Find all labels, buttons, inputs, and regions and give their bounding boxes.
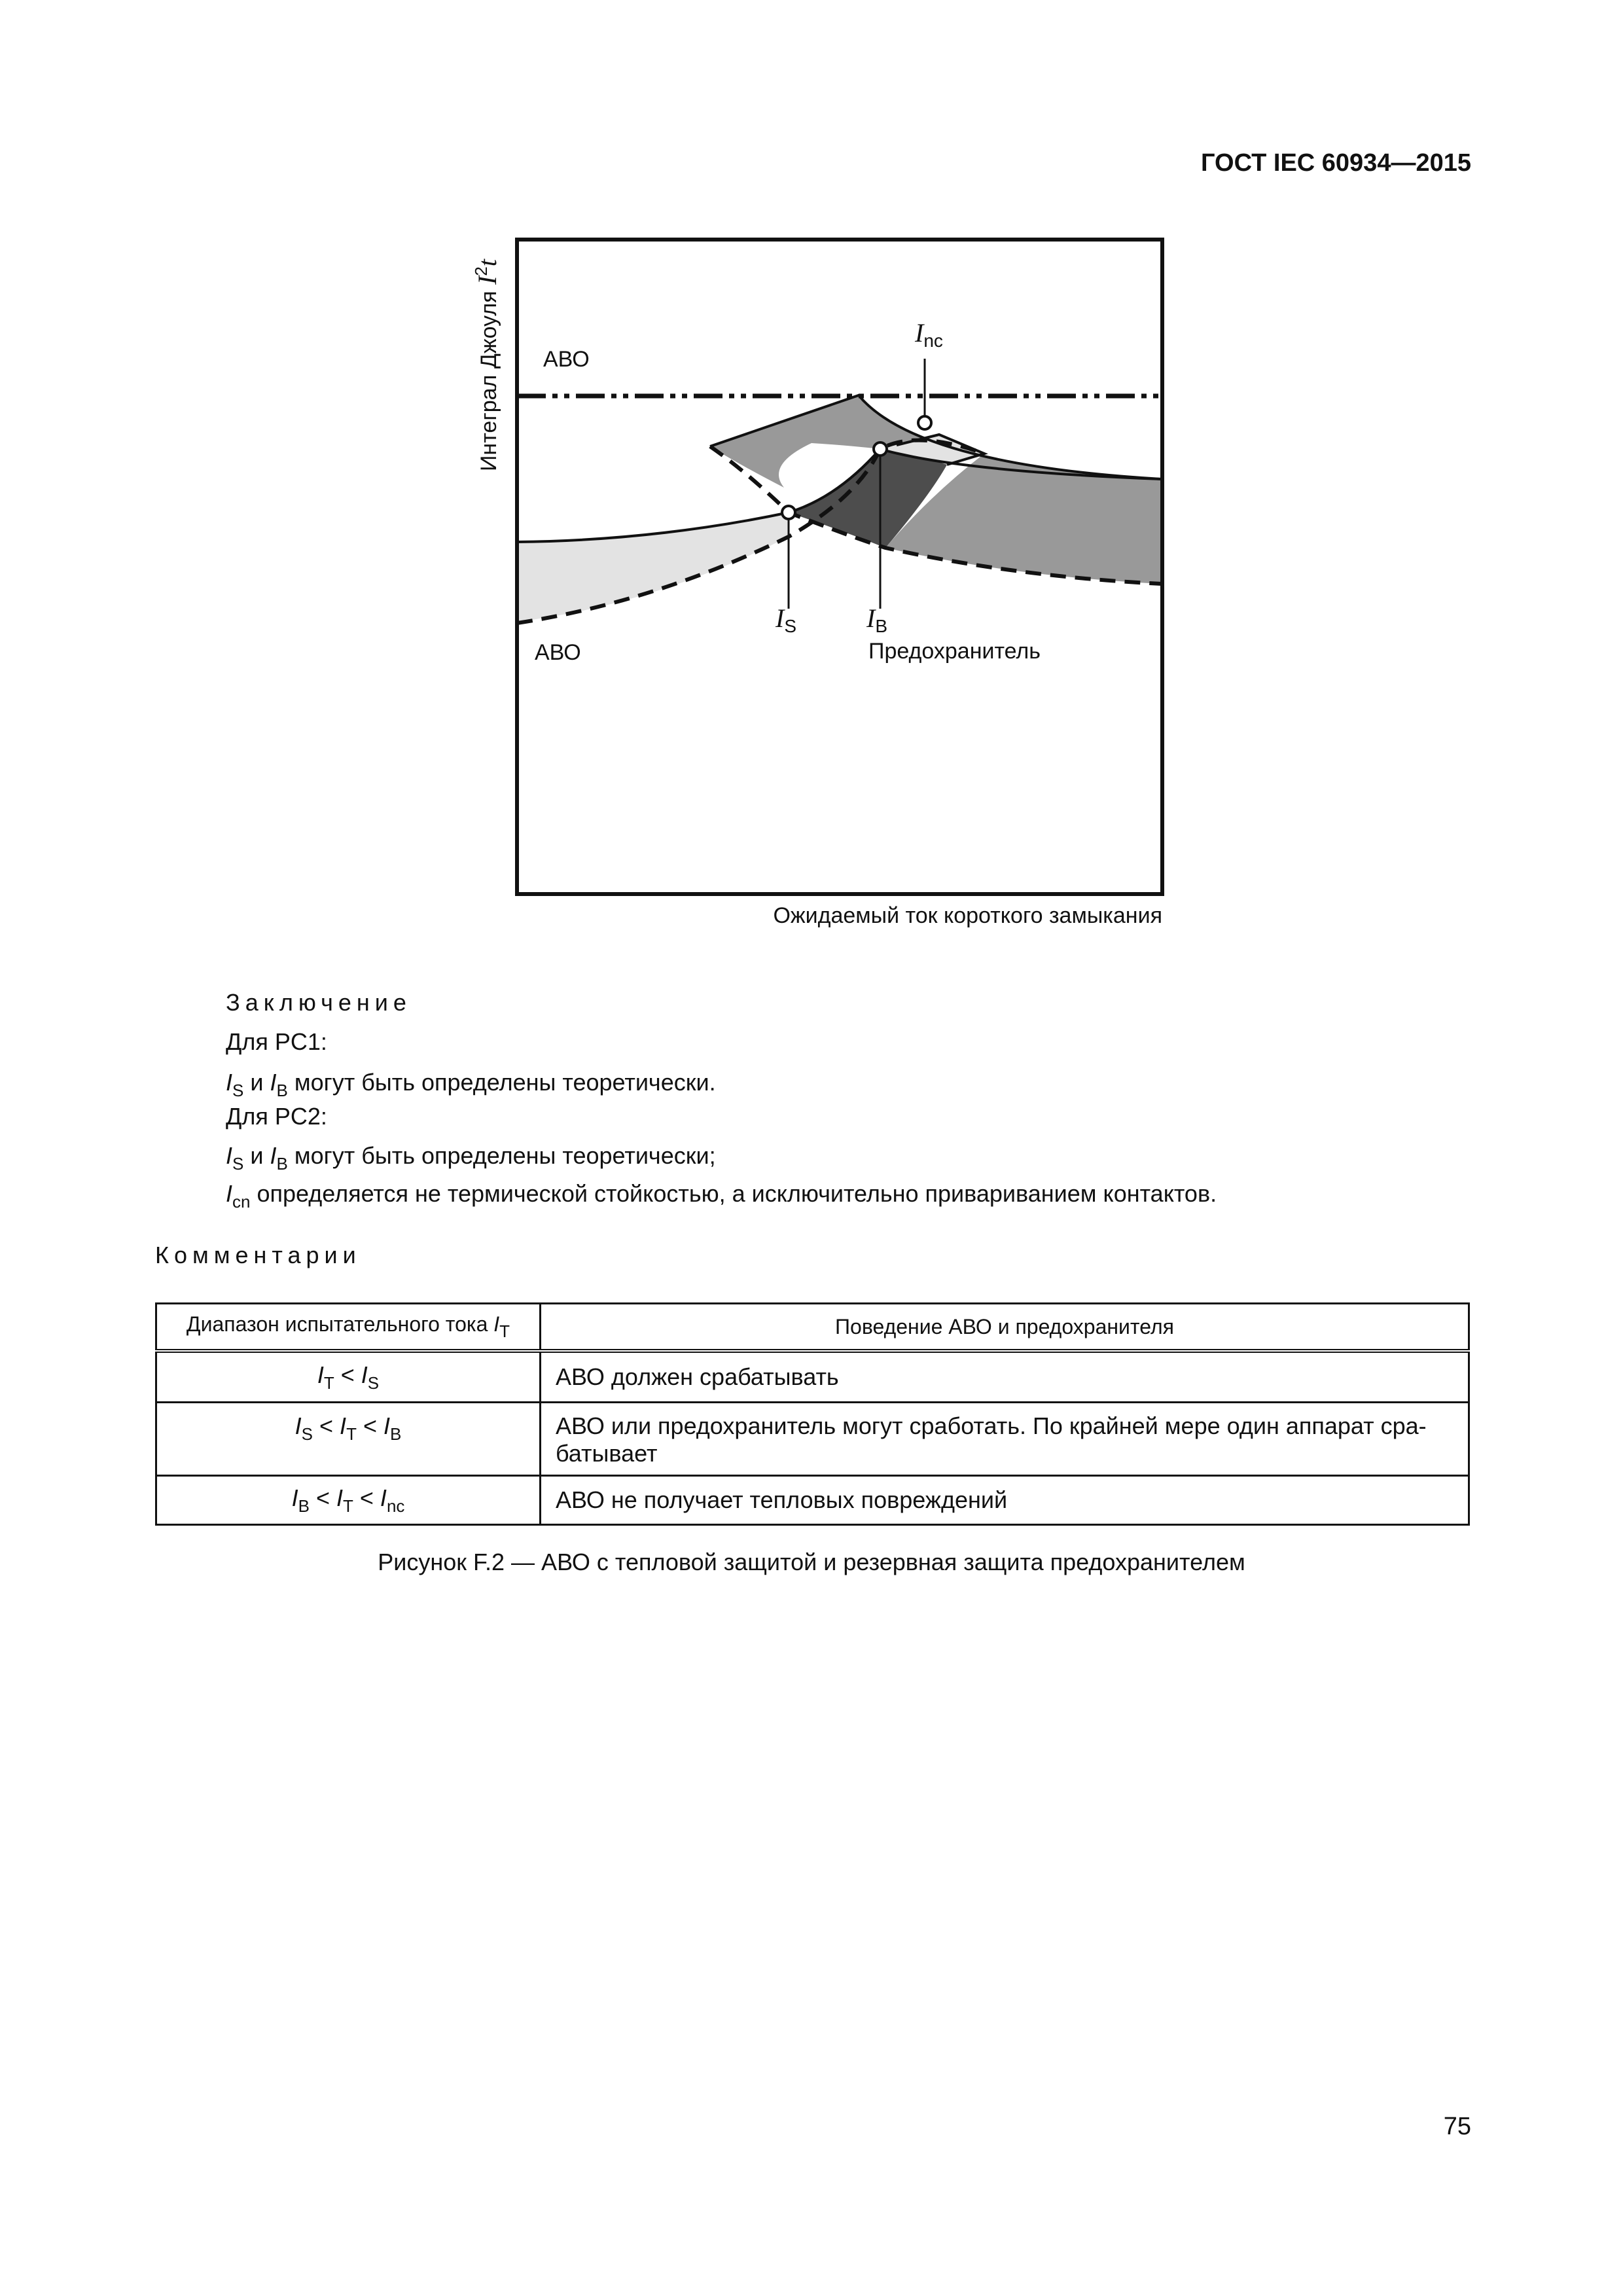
pc2-line1: $I_S$ и $I_B$ могут быть определены теоретически;	[226, 1142, 716, 1174]
i2t-diagram	[458, 223, 1204, 936]
y-axis-label: Интеграл Джоуля $I^2t$	[471, 259, 502, 471]
point-is	[782, 506, 795, 519]
conclusion-heading: Заключение	[226, 989, 412, 1016]
label-abo-bottom: АВО	[535, 640, 581, 665]
label-inc: $I_{nc}$	[915, 318, 943, 351]
document-header: ГОСТ IEC 60934—2015	[1201, 149, 1471, 177]
pc1-title: Для PC1:	[226, 1028, 327, 1055]
label-abo-top: АВО	[543, 347, 590, 372]
behavior-cell: АВО не получает тепловых повреждений	[541, 1476, 1469, 1525]
pc2-title: Для PC2:	[226, 1103, 327, 1130]
comments-heading: Комментарии	[155, 1242, 361, 1268]
figure-caption: Рисунок F.2 — АВО с тепловой защитой и резервная защита предохранителем	[378, 1549, 1245, 1575]
behavior-cell: АВО или предохранитель могут сработать. По крайней мере один аппарат сра- батывает	[541, 1403, 1469, 1476]
comments-table	[155, 1302, 1470, 1526]
pc1-line: $I_S$ и $I_B$ могут быть определены теоретически.	[226, 1069, 716, 1100]
behavior-cell: АВО должен срабатывать	[541, 1351, 1469, 1403]
table-row	[156, 1351, 1469, 1403]
x-axis-label: Ожидаемый ток короткого замыкания	[773, 903, 1162, 928]
pc2-line2: $I_{cn}$ определяется не термической стойкостью, а исключительно привариванием контактов.	[226, 1180, 1217, 1211]
point-inc	[918, 416, 931, 429]
page-number: 75	[1443, 2113, 1471, 2140]
table-header-row	[156, 1304, 1469, 1352]
range-cell: $I_S < I_T < I_B$	[156, 1403, 541, 1476]
table-row	[156, 1476, 1469, 1525]
table-row	[156, 1403, 1469, 1476]
abo-upper-curve	[517, 449, 880, 542]
range-cell: $I_B < I_T < I_{nc}$	[156, 1476, 541, 1525]
col-header-behavior: Поведение АВО и предохранителя	[541, 1304, 1469, 1352]
label-is: $I_S$	[776, 603, 797, 636]
range-cell: $I_T < I_S$	[156, 1351, 541, 1403]
point-ib	[874, 442, 887, 456]
label-fuse: Предохранитель	[868, 639, 1041, 664]
label-ib: $I_B$	[866, 603, 888, 636]
abo-light-band	[517, 512, 789, 622]
col-header-range: Диапазон испытательного тока $I_T$	[156, 1304, 541, 1352]
